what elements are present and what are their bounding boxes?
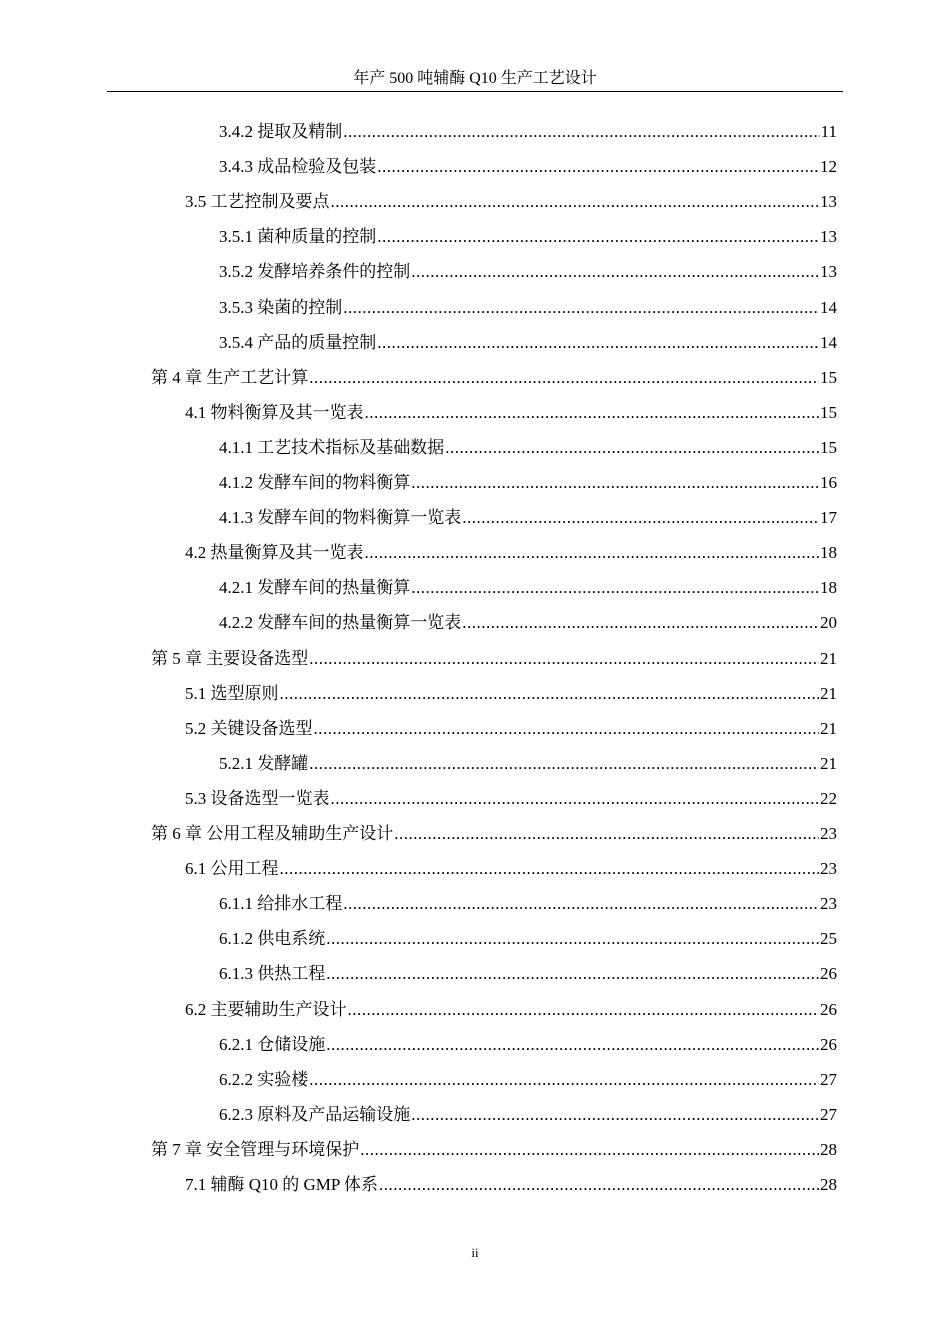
- toc-entry-page-number: 12: [820, 157, 837, 177]
- toc-entry[interactable]: [219, 465, 837, 500]
- toc-dot-leader: [331, 781, 820, 816]
- toc-entry[interactable]: [219, 149, 837, 184]
- toc-entry-page-number: 18: [820, 578, 837, 598]
- toc-dot-leader: [326, 921, 819, 956]
- toc-dot-leader: [343, 290, 819, 325]
- toc-entry-title: 3.5.4 产品的质量控制: [219, 332, 377, 352]
- toc-dot-leader: [348, 992, 820, 1027]
- toc-entry-page-number: 27: [820, 1069, 837, 1089]
- toc-entry-title: 4.2.1 发酵车间的热量衡算: [219, 578, 411, 598]
- toc-entry-title: 第 4 章 生产工艺计算: [151, 367, 309, 387]
- toc-dot-leader: [394, 816, 819, 851]
- toc-entry[interactable]: [219, 500, 837, 535]
- toc-entry-title: 6.1.3 供热工程: [219, 964, 326, 984]
- toc-entry-page-number: 26: [820, 964, 837, 984]
- toc-entry[interactable]: [219, 921, 837, 956]
- toc-entry-title: 6.2.3 原料及产品运输设施: [219, 1104, 411, 1124]
- toc-dot-leader: [377, 325, 819, 360]
- toc-entry-page-number: 21: [820, 718, 837, 738]
- toc-entry-page-number: 23: [820, 859, 837, 879]
- toc-dot-leader: [309, 360, 819, 395]
- toc-entry[interactable]: [185, 992, 837, 1027]
- toc-dot-leader: [326, 956, 819, 991]
- toc-entry[interactable]: [219, 1097, 837, 1132]
- toc-dot-leader: [377, 219, 819, 254]
- toc-dot-leader: [377, 149, 819, 184]
- toc-entry-title: 4.1.1 工艺技术指标及基础数据: [219, 437, 445, 457]
- toc-entry-title: 5.2.1 发酵罐: [219, 753, 309, 773]
- toc-entry[interactable]: [185, 1167, 837, 1202]
- toc-dot-leader: [309, 1062, 819, 1097]
- toc-entry[interactable]: [219, 1027, 837, 1062]
- toc-entry-title: 4.2 热量衡算及其一览表: [185, 543, 364, 563]
- toc-entry[interactable]: [219, 219, 837, 254]
- toc-dot-leader: [331, 184, 820, 219]
- toc-entry-title: 3.4.3 成品检验及包装: [219, 157, 377, 177]
- toc-entry-title: 3.4.2 提取及精制: [219, 122, 343, 141]
- toc-entry-page-number: 15: [820, 437, 837, 457]
- toc-entry[interactable]: [151, 816, 837, 851]
- toc-entry-page-number: 11: [820, 122, 837, 141]
- toc-dot-leader: [343, 886, 819, 921]
- toc-entry[interactable]: [219, 325, 837, 360]
- toc-entry-page-number: 25: [820, 929, 837, 949]
- toc-entry-title: 6.2.1 仓储设施: [219, 1034, 326, 1054]
- toc-entry[interactable]: [219, 430, 837, 465]
- toc-entry-page-number: 28: [820, 1175, 837, 1194]
- toc-dot-leader: [462, 500, 819, 535]
- running-header-title: 年产 500 吨辅酶 Q10 生产工艺设计: [353, 70, 597, 87]
- toc-dot-leader: [280, 851, 820, 886]
- toc-dot-leader: [411, 570, 819, 605]
- toc-entry-title: 3.5.2 发酵培养条件的控制: [219, 262, 411, 282]
- toc-entry-title: 4.1 物料衡算及其一览表: [185, 402, 364, 422]
- toc-entry-title: 3.5.1 菌种质量的控制: [219, 227, 377, 247]
- toc-entry-page-number: 26: [820, 999, 837, 1019]
- toc-entry[interactable]: [219, 114, 837, 149]
- toc-entry[interactable]: [185, 535, 837, 570]
- toc-entry[interactable]: [185, 676, 837, 711]
- header-divider: [107, 91, 843, 92]
- toc-entry-page-number: 13: [820, 227, 837, 247]
- toc-entry-page-number: 13: [820, 262, 837, 282]
- toc-entry-title: 6.2.2 实验楼: [219, 1069, 309, 1089]
- toc-entry[interactable]: [151, 641, 837, 676]
- toc-entry-page-number: 21: [820, 683, 837, 703]
- toc-entry[interactable]: [185, 851, 837, 886]
- toc-dot-leader: [445, 430, 819, 465]
- toc-entry-title: 第 6 章 公用工程及辅助生产设计: [151, 824, 394, 843]
- toc-entry-page-number: 17: [820, 508, 837, 528]
- toc-dot-leader: [365, 395, 820, 430]
- toc-entry-page-number: 18: [820, 543, 837, 563]
- toc-entry[interactable]: [219, 570, 837, 605]
- toc-entry-title: 6.1.2 供电系统: [219, 929, 326, 949]
- toc-entry-page-number: 23: [820, 824, 837, 843]
- toc-entry[interactable]: [219, 1062, 837, 1097]
- toc-entry-title: 6.1 公用工程: [185, 859, 279, 879]
- toc-entry-title: 5.1 选型原则: [185, 683, 279, 703]
- toc-dot-leader: [280, 676, 820, 711]
- toc-entry[interactable]: [151, 360, 837, 395]
- toc-entry[interactable]: [185, 781, 837, 816]
- toc-entry[interactable]: [219, 886, 837, 921]
- toc-entry-title: 3.5.3 染菌的控制: [219, 297, 343, 317]
- toc-dot-leader: [411, 1097, 819, 1132]
- toc-entry[interactable]: [185, 184, 837, 219]
- toc-entry-page-number: 27: [820, 1104, 837, 1124]
- toc-entry-page-number: 16: [820, 473, 837, 492]
- toc-dot-leader: [343, 114, 819, 149]
- toc-entry-page-number: 14: [820, 297, 837, 317]
- toc-entry-title: 5.3 设备选型一览表: [185, 788, 330, 808]
- toc-dot-leader: [411, 254, 819, 289]
- toc-dot-leader: [326, 1027, 819, 1062]
- toc-entry-title: 5.2 关键设备选型: [185, 718, 313, 738]
- toc-entry[interactable]: [185, 711, 837, 746]
- toc-entry[interactable]: [219, 290, 837, 325]
- toc-entry-page-number: 21: [820, 648, 837, 668]
- toc-entry-page-number: 26: [820, 1034, 837, 1054]
- toc-entry-page-number: 28: [820, 1139, 837, 1159]
- toc-entry-title: 4.1.3 发酵车间的物料衡算一览表: [219, 508, 462, 528]
- toc-entry-page-number: 20: [820, 613, 837, 633]
- toc-entry-page-number: 23: [820, 894, 837, 914]
- toc-dot-leader: [365, 535, 820, 570]
- toc-entry-title: 4.1.2 发酵车间的物料衡算: [219, 473, 411, 492]
- toc-entry-page-number: 14: [820, 332, 837, 352]
- toc-entry[interactable]: [151, 1132, 837, 1167]
- toc-entry-page-number: 22: [820, 788, 837, 808]
- toc-entry-title: 6.1.1 给排水工程: [219, 894, 343, 914]
- toc-entry[interactable]: [219, 605, 837, 640]
- toc-dot-leader: [314, 711, 820, 746]
- toc-dot-leader: [309, 746, 819, 781]
- toc-entry-title: 7.1 辅酶 Q10 的 GMP 体系: [185, 1175, 378, 1194]
- toc-entry-page-number: 21: [820, 753, 837, 773]
- page-number: ii: [471, 1245, 479, 1260]
- toc-entry[interactable]: [219, 956, 837, 991]
- toc-entry-title: 第 5 章 主要设备选型: [151, 648, 309, 668]
- toc-entry-title: 4.2.2 发酵车间的热量衡算一览表: [219, 613, 462, 633]
- toc-entry[interactable]: [185, 395, 837, 430]
- toc-dot-leader: [462, 605, 819, 640]
- toc-entry-page-number: 15: [820, 367, 837, 387]
- toc-dot-leader: [360, 1132, 819, 1167]
- toc-dot-leader: [411, 465, 819, 500]
- toc-entry-page-number: 13: [820, 192, 837, 212]
- toc-entry[interactable]: [219, 254, 837, 289]
- toc-dot-leader: [379, 1167, 819, 1202]
- toc-entry-title: 第 7 章 安全管理与环境保护: [151, 1139, 360, 1159]
- toc-entry-title: 3.5 工艺控制及要点: [185, 192, 330, 212]
- toc-entry-page-number: 15: [820, 402, 837, 422]
- toc-entry[interactable]: [219, 746, 837, 781]
- toc-entry-title: 6.2 主要辅助生产设计: [185, 999, 347, 1019]
- toc-dot-leader: [309, 641, 819, 676]
